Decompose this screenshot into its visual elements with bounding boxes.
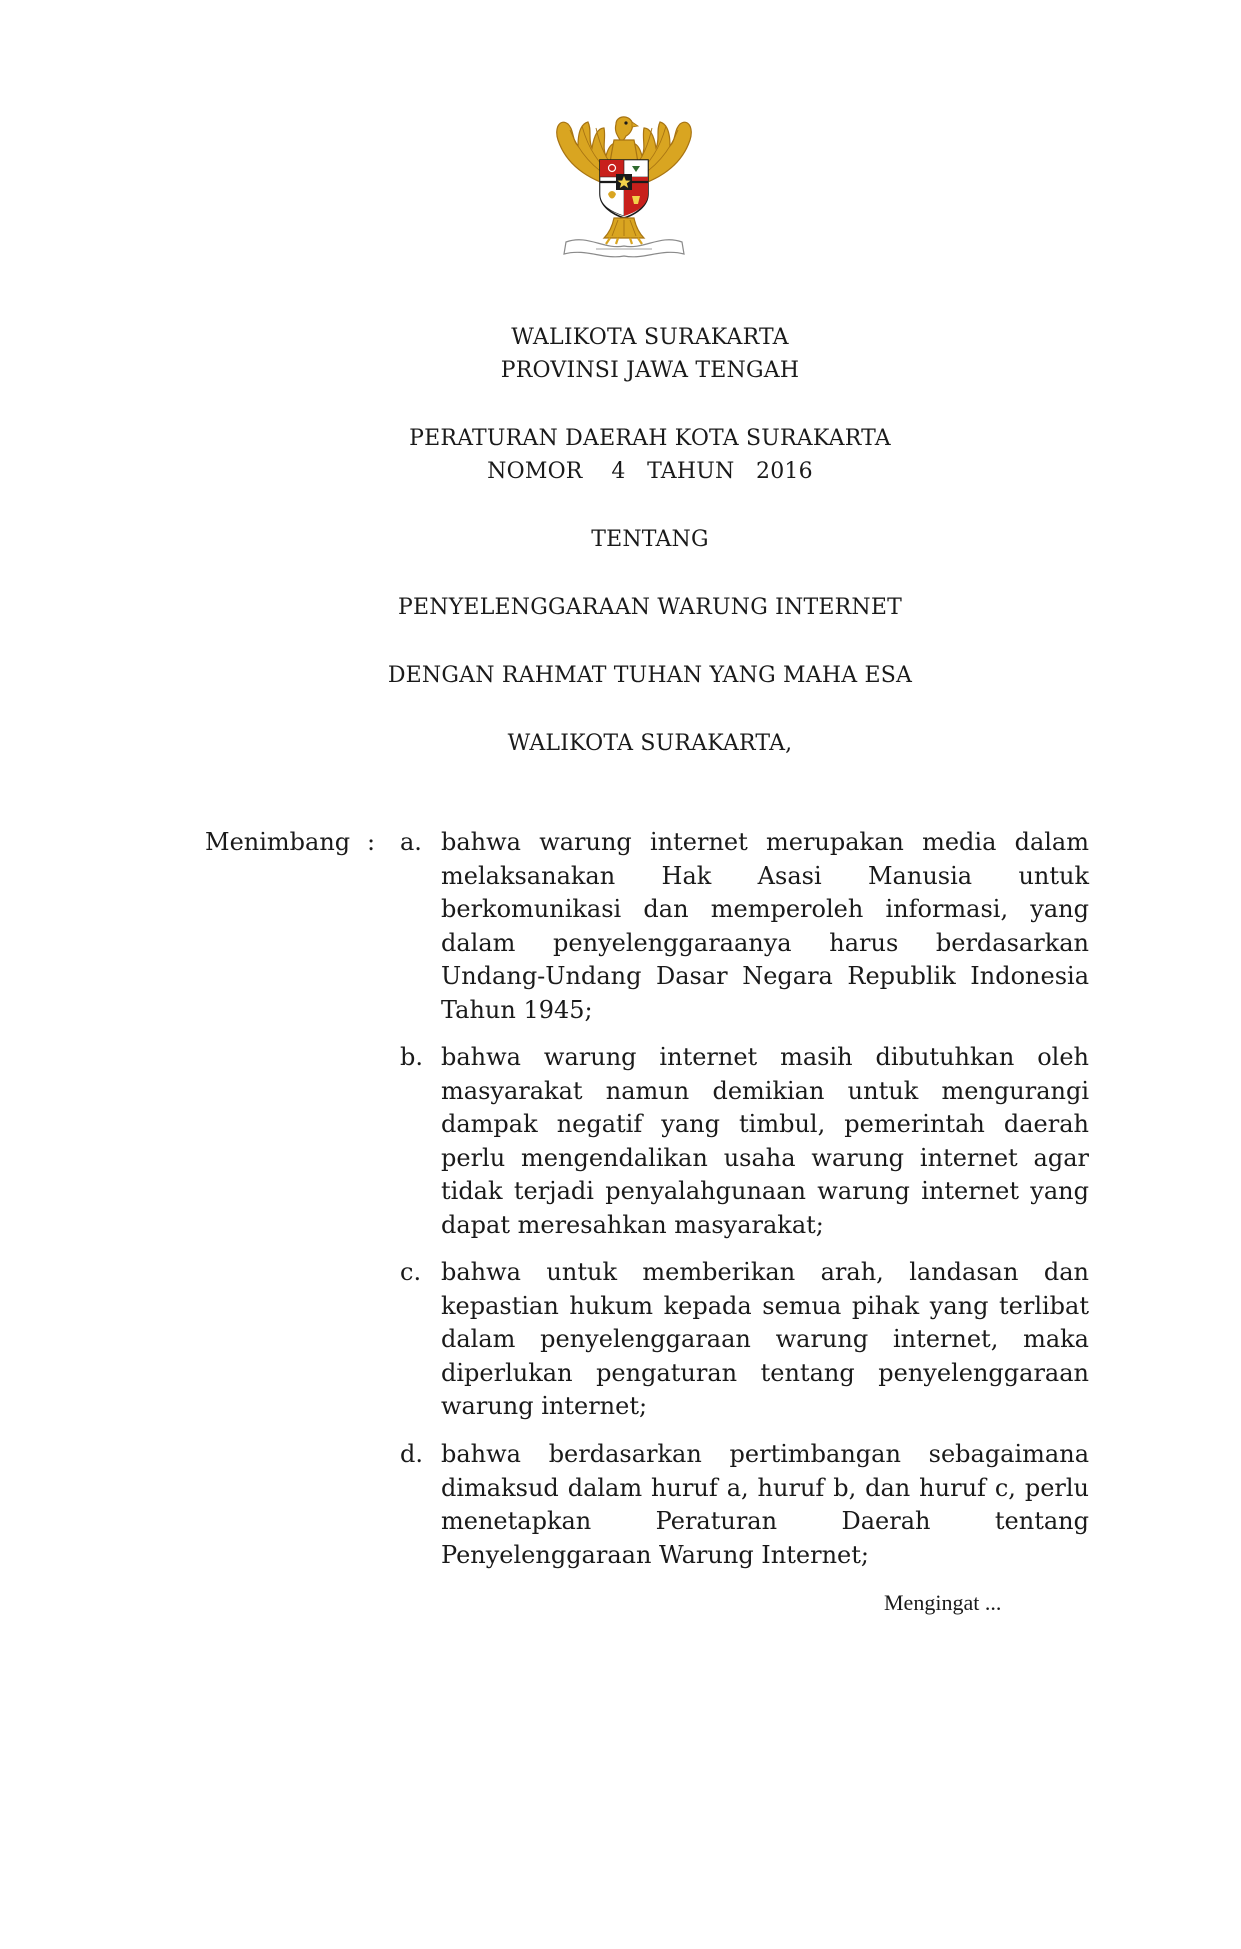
consideration-text-b: bahwa warung internet masih dibutuhkan oleh masyarakat namun demikian untuk mengurangi dampak negatif yang timbul, pemerintah daerah perlu mengendalikan usaha warung internet agar tidak terjadi penyalahgunaan warung internet yang dapat meresahkan masyarakat; [441,1043,1089,1239]
consideration-text-a: bahwa warung internet merupakan media dalam melaksanakan Hak Asasi Manusia untuk berkomunikasi dan memperoleh informasi, yang dalam penyelenggaraanya harus berdasarkan Undang-Undang Dasar Negara Republik Indonesia Tahun 1945; [441,828,1089,1024]
issuer-title: WALIKOTA SURAKARTA [511,325,789,350]
menimbang-label: Menimbang [205,828,351,856]
consideration-text-d: bahwa berdasarkan pertimbangan sebagaimana dimaksud dalam huruf a, huruf b, dan huruf c, perlu menetapkan Peraturan Daerah tentang Penyelenggaraan Warung Internet; [441,1440,1089,1569]
consideration-text-c: bahwa untuk memberikan arah, landasan dan kepastian hukum kepada semua pihak yang terlibat dalam penyelenggaraan warung internet, maka diperlukan pengaturan tentang penyelenggaraan warung internet; [441,1258,1089,1420]
invocation-line: DENGAN RAHMAT TUHAN YANG MAHA ESA [387,663,913,688]
consideration-letter-c: c. [400,1258,422,1286]
mayor-heading: WALIKOTA SURAKARTA, [507,731,793,756]
next-page-catchword: Mengingat ... [884,1590,1002,1615]
regulation-title: PERATURAN DAERAH KOTA SURAKARTA [409,426,891,451]
garuda-emblem-icon [548,110,700,265]
consideration-letter-b: b. [400,1043,423,1071]
menimbang-colon: : [367,828,376,856]
consideration-letter-d: d. [400,1440,423,1468]
regulation-number: NOMOR 4 TAHUN 2016 [487,459,813,484]
province-title: PROVINSI JAWA TENGAH [500,358,800,383]
tentang-heading: TENTANG [591,527,709,552]
consideration-letter-a: a. [400,828,422,856]
regulation-subject: PENYELENGGARAAN WARUNG INTERNET [398,595,902,620]
